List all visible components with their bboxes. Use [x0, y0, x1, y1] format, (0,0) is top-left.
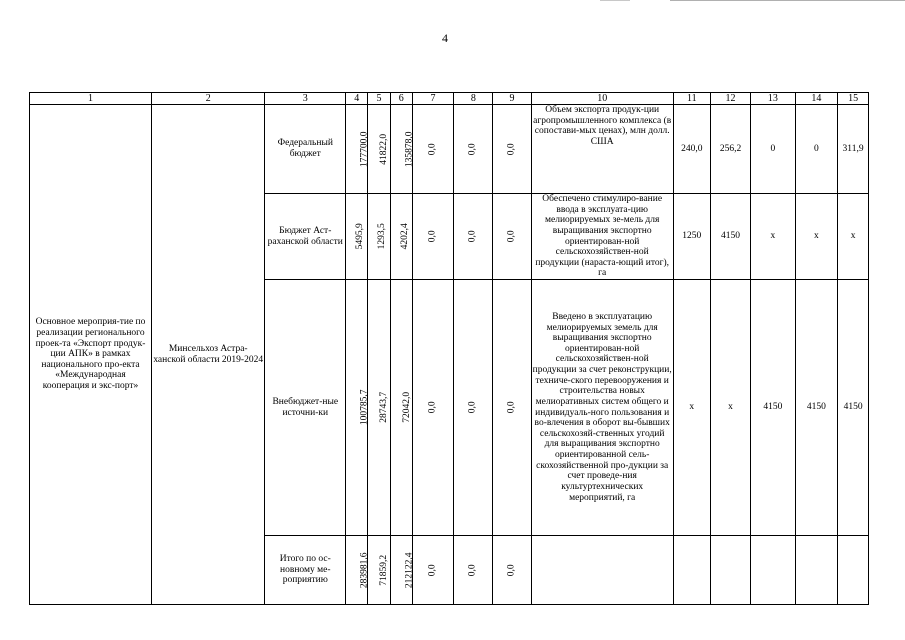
indicator-value	[838, 536, 869, 605]
scan-mark	[670, 0, 905, 1]
indicator-value	[751, 536, 796, 605]
amount-2023: 0,0	[506, 564, 517, 576]
indicator-text: Объем экспорта продук-ции агропромышленного комплекса (в сопостави-мых ценах), млн долл. США	[531, 105, 673, 194]
indicator-value: 4150	[838, 280, 869, 536]
amount-2023: 0,0	[506, 230, 517, 243]
header-cell: 2	[151, 93, 264, 105]
amount-2021: 0,0	[427, 143, 438, 155]
indicator-value: 4150	[795, 280, 837, 536]
amount-total: 177700,0	[359, 131, 370, 167]
amount-2020: 4202,4	[399, 223, 410, 250]
indicator-value: 4150	[710, 194, 750, 280]
indicator-value: 1250	[673, 194, 710, 280]
amount-2021: 0,0	[427, 401, 438, 414]
program-table	[29, 92, 869, 605]
table-row	[30, 105, 869, 194]
header-cell: 11	[673, 93, 710, 105]
header-cell: 1	[30, 93, 152, 105]
measure-cell: Основное мероприя-тие по реализации регионального проек-та «Экспорт продук-ции АПК» в рамках национального про-екта «Международная кооперация и экс-порт»	[30, 105, 152, 605]
amount-2021: 0,0	[427, 564, 438, 576]
amount-2020: 72042,0	[401, 392, 412, 423]
amount-2019: 1293,5	[377, 223, 388, 250]
indicator-value: 256,2	[710, 105, 750, 194]
amount-2020: 212122,4	[404, 552, 415, 588]
amount-2022: 0,0	[468, 143, 479, 155]
header-row	[30, 93, 869, 105]
header-cell: 4	[346, 93, 368, 105]
amount-2022: 0,0	[468, 230, 479, 243]
funding-source: Бюджет Аст-раханской области	[265, 194, 346, 280]
indicator-value: x	[838, 194, 869, 280]
indicator-value	[710, 536, 750, 605]
page-number: 4	[442, 31, 448, 45]
header-cell: 10	[531, 93, 673, 105]
amount-2022: 0,0	[468, 401, 479, 414]
funding-source: Итого по ос-новному ме-роприятию	[265, 536, 346, 605]
amount-2021: 0,0	[427, 230, 438, 243]
header-cell: 7	[412, 93, 453, 105]
funding-source: Внебюджет-ные источни-ки	[265, 280, 346, 536]
indicator-text: Обеспечено стимулиро-вание ввода в эксплуата-цию мелиорируемых зе-мель для выращивания экспортно ориентирован-ной сельскохозяйствен-ной продукции (нараста-ющий итог), га	[531, 194, 673, 280]
header-cell: 13	[751, 93, 796, 105]
indicator-value: x	[795, 194, 837, 280]
indicator-value: 0	[795, 105, 837, 194]
header-cell: 8	[454, 93, 493, 105]
amount-2020: 135878,0	[404, 131, 415, 167]
indicator-value: x	[673, 280, 710, 536]
indicator-value: 4150	[751, 280, 796, 536]
scan-mark	[600, 0, 630, 1]
header-cell: 14	[795, 93, 837, 105]
indicator-value: 311,9	[838, 105, 869, 194]
amount-2019: 28743,7	[379, 392, 390, 423]
header-cell: 12	[710, 93, 750, 105]
amount-total: 5495,9	[354, 223, 365, 250]
header-cell: 5	[368, 93, 390, 105]
header-cell: 6	[390, 93, 412, 105]
executor-cell: Минсельхоз Астра-ханской области 2019-2024	[151, 105, 264, 605]
amount-2022: 0,0	[468, 564, 479, 576]
indicator-value: x	[751, 194, 796, 280]
amount-2023: 0,0	[506, 401, 517, 414]
header-cell: 9	[493, 93, 531, 105]
indicator-value	[795, 536, 837, 605]
amount-2019: 41822,0	[379, 133, 390, 165]
indicator-value: 0	[751, 105, 796, 194]
amount-total: 100785,7	[359, 389, 370, 426]
indicator-text	[531, 536, 673, 605]
indicator-value	[673, 536, 710, 605]
indicator-value: 240,0	[673, 105, 710, 194]
header-cell: 3	[265, 93, 346, 105]
funding-source: Федеральный бюджет	[265, 105, 346, 194]
amount-2019: 71859,2	[379, 554, 390, 586]
amount-total: 283981,6	[359, 552, 370, 588]
indicator-value: x	[710, 280, 750, 536]
header-cell: 15	[838, 93, 869, 105]
amount-2023: 0,0	[506, 143, 517, 155]
indicator-text: Введено в эксплуатацию мелиорируемых земель для выращивания экспортно ориентирован-ной сельскохозяйствен-ной продукции за счет реконструкции, техниче-ского перевооружения и строительства новых мелиоративных систем общего и индивидуаль-ного пользования и во-влечения в оборот вы-бывших сельскохозяй-ственных угодий для выращивания экспортно ориентированной сель-скохозяйственной про-дукции за счет проведе-ния культуртехнических мероприятий, га	[531, 280, 673, 536]
